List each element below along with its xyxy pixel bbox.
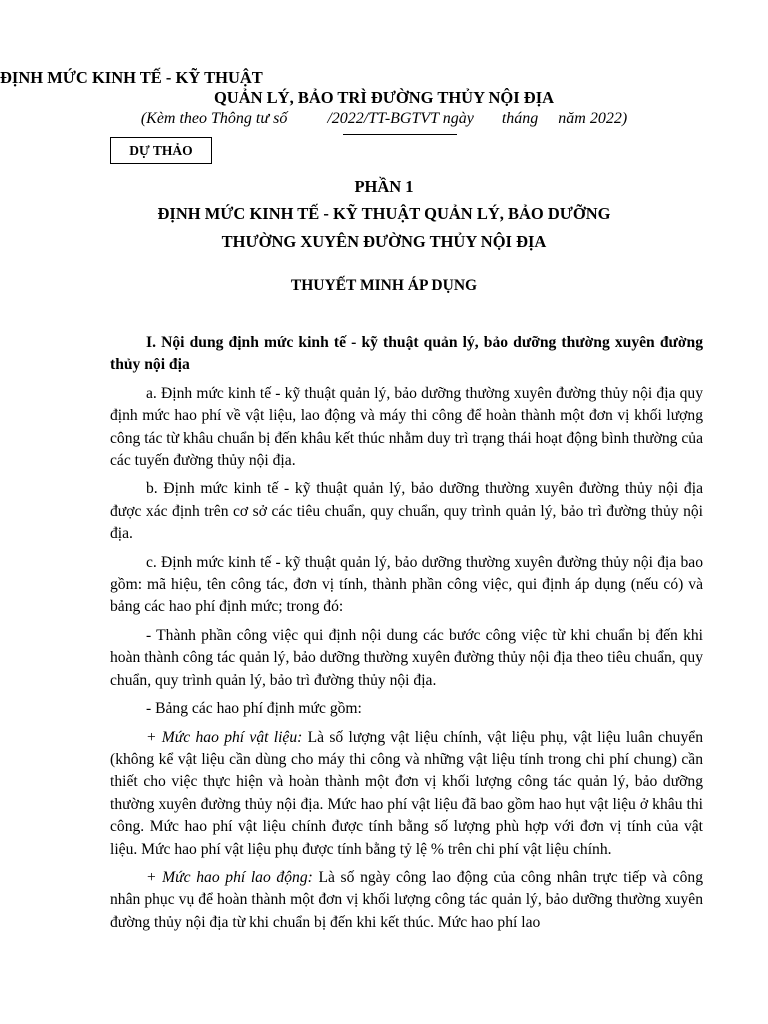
labor-text: Là số ngày công lao động của công nhân trực tiếp và công nhân phục vụ để hoàn thành một đơn vị khối lượng công tác quản lý, bảo dưỡng thường xuyên đường thủy nội địa từ khi chuẩn bị đến khi kết thúc. Mức hao phí lao: [110, 868, 703, 931]
paragraph-labor: [110, 867, 703, 934]
section-heading: THUYẾT MINH ÁP DỤNG: [290, 277, 478, 294]
bullet-work-components: - Thành phần công việc qui định nội dung các bước công việc từ khi chuẩn bị đến khi hoàn thành công tác quản lý, bảo dưỡng thường xuyên đường thủy nội địa theo tiêu chuẩn, quy chuẩn, quy trình quản lý, bảo trì đường thủy nội địa.: [110, 626, 703, 689]
paragraph-c: c. Định mức kinh tế - kỹ thuật quản lý, bảo dưỡng thường xuyên đường thủy nội địa bao gồm: mã hiệu, tên công tác, đơn vị tính, thành phần công việc, qui định áp dụng (nếu có) và bảng các hao phí định mức; trong đó:: [110, 553, 703, 616]
material-text: Là số lượng vật liệu chính, vật liệu phụ, vật liệu luân chuyển (không kể vật liệu cần dùng cho máy thi công và những vật liệu tính trong chi phí chung) cần thiết cho việc thực hiện và hoàn thành một đơn vị khối lượng công tác quản lý, bảo dưỡng thường xuyên đường thủy nội địa. Mức hao phí vật liệu đã bao gồm hao hụt vật liệu ở khâu thi công. Mức hao phí vật liệu chính được tính bằng số lượng phù hợp với đơn vị tính của vật liệu. Mức hao phí vật liệu phụ được tính bằng tỷ lệ % trên chi phí vật liệu chính.: [110, 728, 703, 858]
subtitle-underline: [343, 134, 457, 135]
draft-label-box: DỰ THẢO: [110, 137, 212, 164]
document-title-line2: QUẢN LÝ, BẢO TRÌ ĐƯỜNG THỦY NỘI ĐỊA: [213, 88, 555, 107]
document-subtitle: [0, 109, 768, 129]
paragraph-b: b. Định mức kinh tế - kỹ thuật quản lý, bảo dưỡng thường xuyên đường thủy nội địa được xác định trên cơ sở các tiêu chuẩn, quy chuẩn, quy trình quản lý, bảo trì đường thủy nội địa.: [110, 480, 703, 543]
document-body: [110, 332, 703, 934]
document-subtitle-text: (Kèm theo Thông tư số /2022/TT-BGTVT ngày tháng năm 2022): [140, 110, 628, 127]
material-label: + Mức hao phí vật liệu:: [146, 728, 303, 746]
document-title-line1: ĐỊNH MỨC KINH TẾ - KỸ THUẬT: [0, 68, 263, 87]
part-title-line1: ĐỊNH MỨC KINH TẾ - KỸ THUẬT QUẢN LÝ, BẢO DƯỠNG: [157, 204, 611, 223]
part-title-line2: THƯỜNG XUYÊN ĐƯỜNG THỦY NỘI ĐỊA: [221, 232, 547, 251]
section1-heading: I. Nội dung định mức kinh tế - kỹ thuật quản lý, bảo dưỡng thường xuyên đường thủy nội địa: [110, 334, 703, 374]
paragraph-material: [110, 727, 703, 861]
part-number: PHẦN 1: [354, 177, 414, 196]
bullet-cost-table: - Bảng các hao phí định mức gồm:: [146, 700, 362, 718]
paragraph-a: a. Định mức kinh tế - kỹ thuật quản lý, bảo dưỡng thường xuyên đường thủy nội địa quy định mức hao phí về vật liệu, lao động và máy thi công để hoàn thành một đơn vị khối lượng công tác từ khâu chuẩn bị đến khâu kết thúc nhằm duy trì trạng thái hoạt động bình thường của các tuyến đường thủy nội địa.: [110, 384, 703, 470]
labor-label: + Mức hao phí lao động:: [146, 868, 313, 886]
